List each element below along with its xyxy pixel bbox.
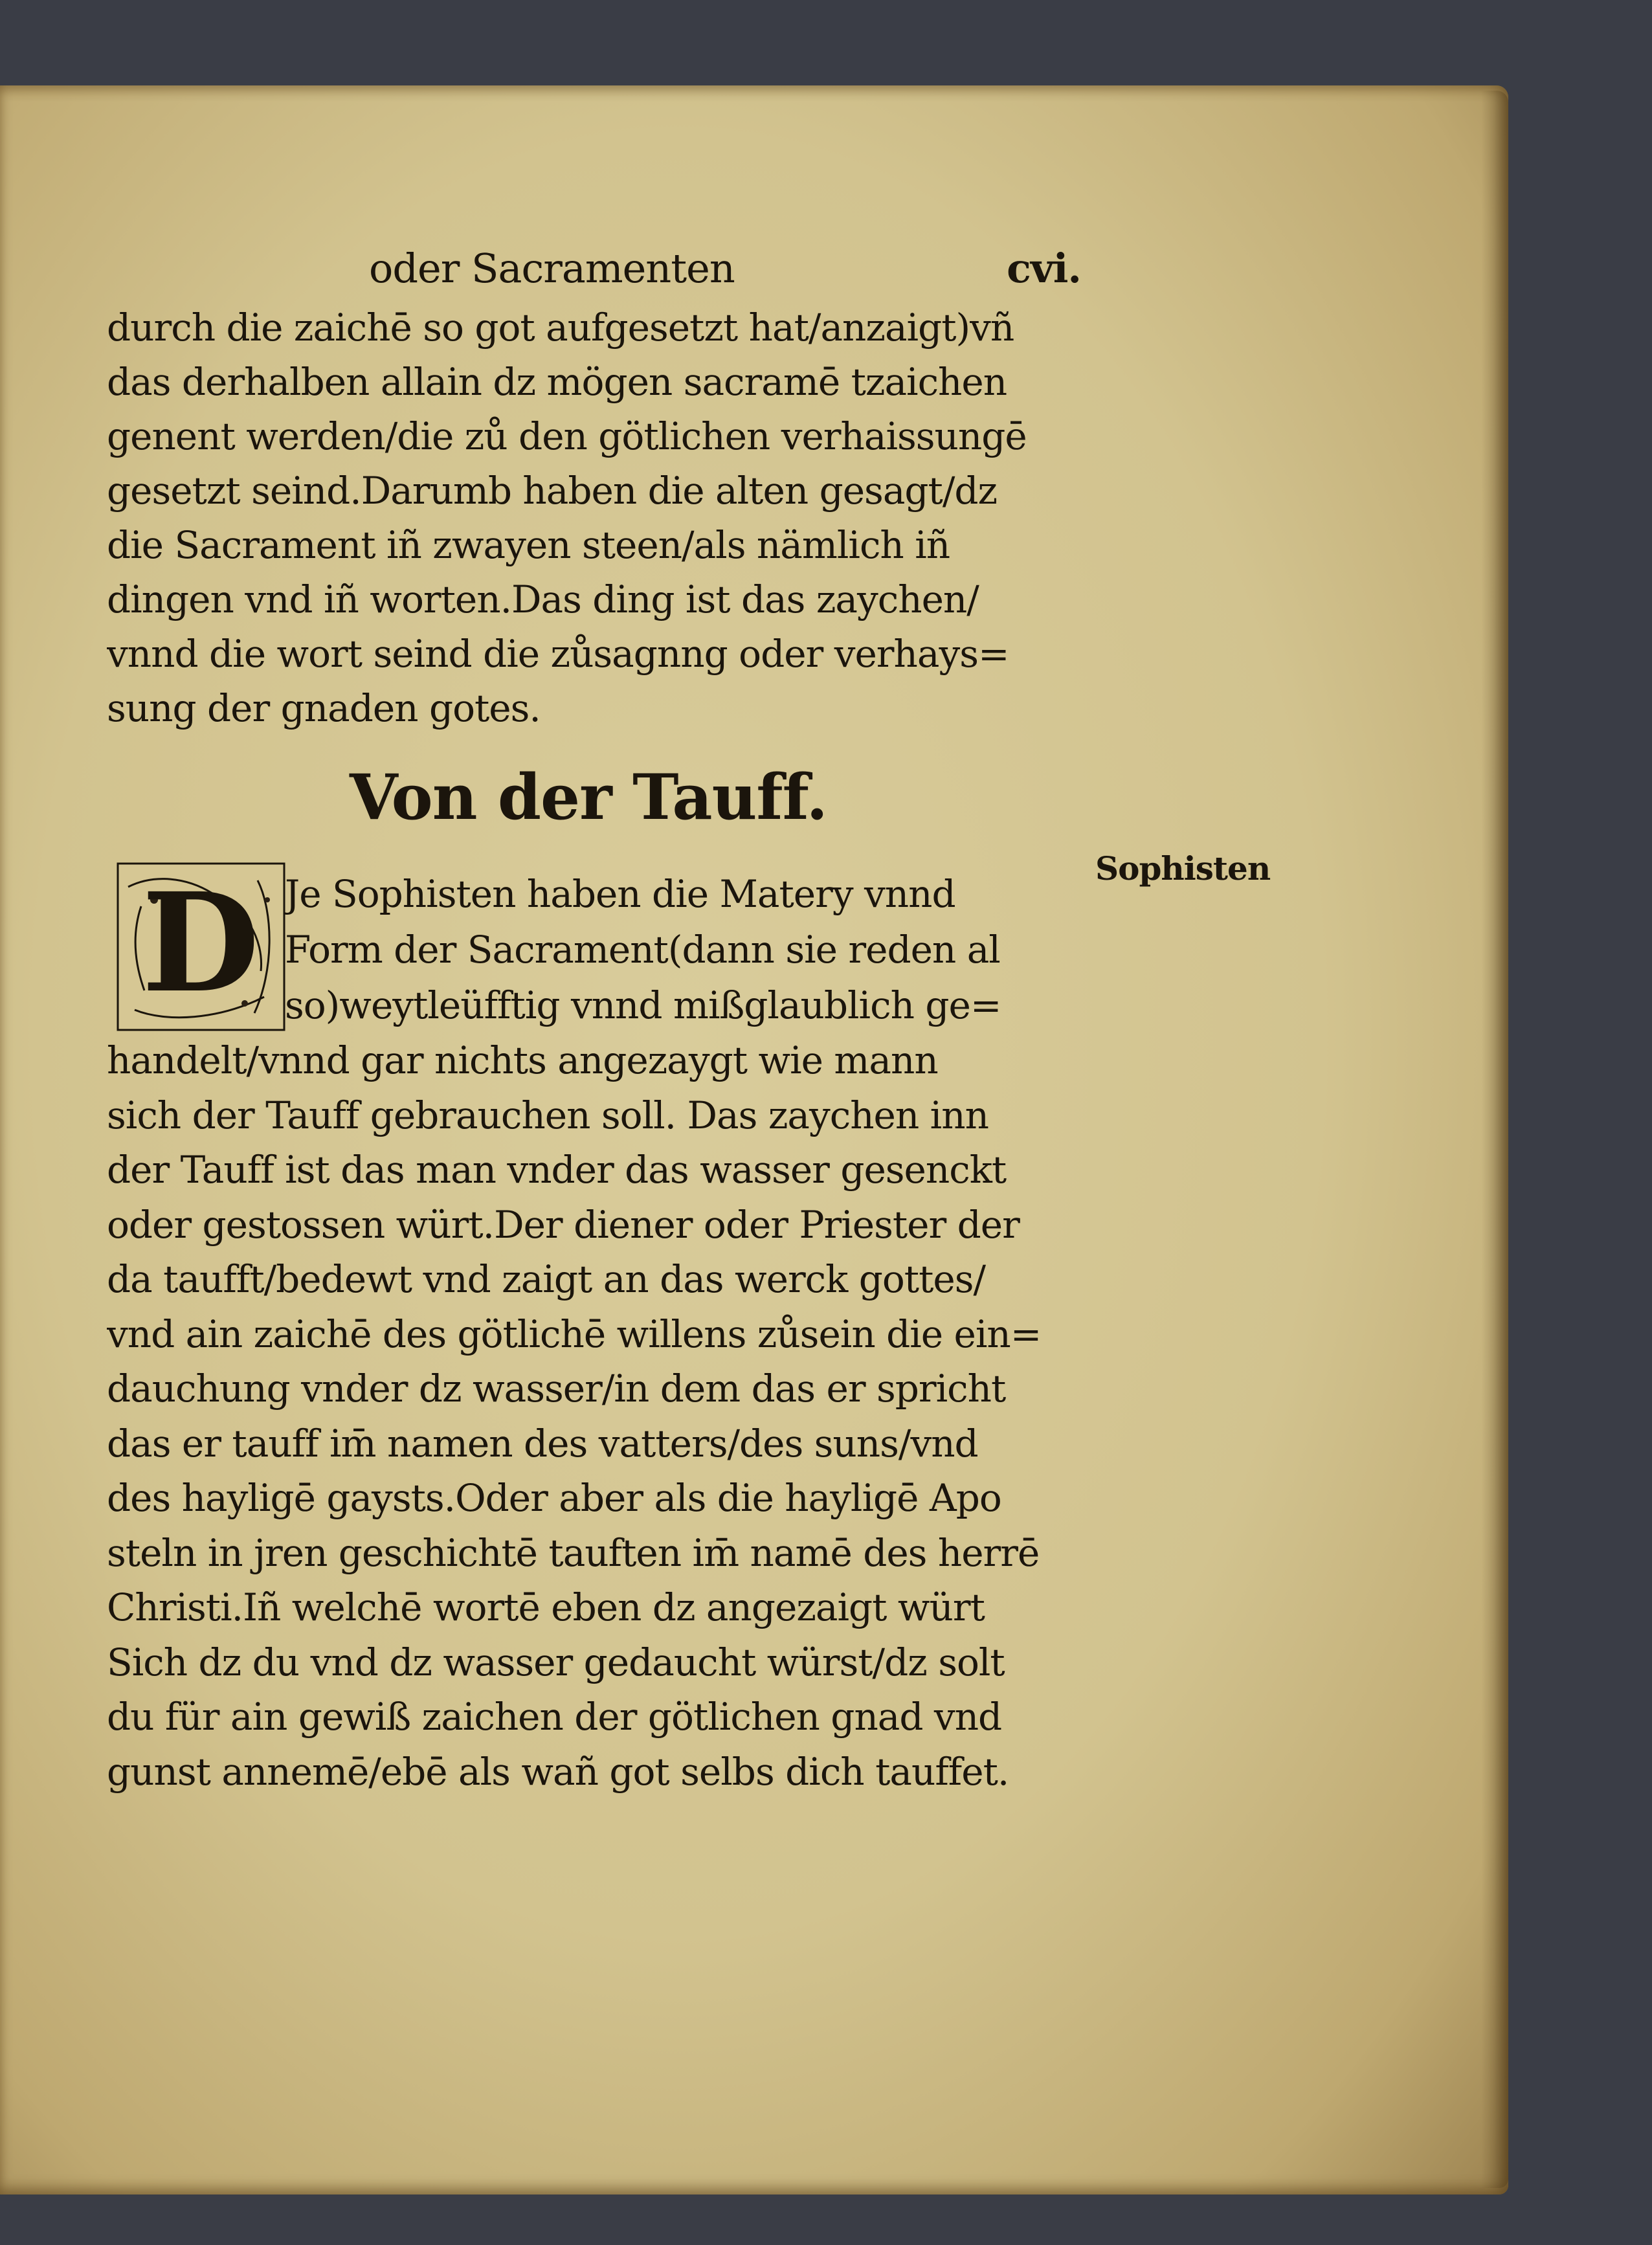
running-title: oder Sacramenten (369, 245, 735, 292)
text-block-top (107, 300, 1084, 735)
text-line: gunst annemē/ebē als wañ got selbs dich tauffet. (107, 1749, 1009, 1794)
text-line: vnd ain zaichē des götlichē willens zůsein die ein= (107, 1312, 1042, 1356)
text-block-body (107, 1033, 1084, 1799)
text-line: dingen vnd iñ worten.Das ding ist das zaychen/ (107, 577, 979, 621)
decorated-initial (115, 861, 287, 1033)
text-line: vnnd die wort seind die zůsagnng oder verhays= (107, 632, 1009, 676)
text-line: genent werden/die zů den götlichen verhaissungē (107, 414, 1027, 458)
text-line: sung der gnaden gotes. (107, 686, 541, 730)
text-line: oder gestossen würt.Der diener oder Priester der (107, 1202, 1020, 1247)
text-line: Je Sophisten haben die Matery vnnd (285, 872, 955, 916)
section-heading: Von der Tauff. (350, 761, 827, 834)
text-line: dauchung vnder dz wasser/in dem das er spricht (107, 1367, 1006, 1411)
text-line: Christi.Iñ welchē wortē eben dz angezaigt würt (107, 1585, 985, 1629)
text-line: handelt/vnnd gar nichts angezaygt wie mann (107, 1038, 938, 1082)
folio-number: cvi. (1007, 245, 1081, 292)
text-line: durch die zaichē so got aufgesetzt hat/anzaigt)vñ (107, 306, 1014, 350)
marginal-note: Sophisten (1095, 849, 1271, 888)
text-line: das er tauff im̄ namen des vatters/des suns/vnd (107, 1421, 978, 1466)
text-block-drop (285, 866, 1088, 1033)
text-line: des hayligē gaysts.Oder aber als die hayligē Apo (107, 1476, 1001, 1520)
text-line: die Sacrament iñ zwayen steen/als nämlich iñ (107, 523, 950, 567)
text-line: so)weytleüfftig vnnd mißglaublich ge= (285, 983, 1001, 1027)
running-header (369, 233, 1081, 304)
text-line: gesetzt seind.Darumb haben die alten gesagt/dz (107, 469, 998, 513)
text-line: der Tauff ist das man vnder das wasser gesenckt (107, 1148, 1007, 1192)
drop-initial-letter: D (141, 863, 260, 1023)
text-line: da taufft/bedewt vnd zaigt an das werck gottes/ (107, 1257, 986, 1301)
text-line: du für ain gewiß zaichen der götlichen gnad vnd (107, 1695, 1002, 1739)
page-edge-shadow (1481, 91, 1508, 2188)
text-line: Sich dz du vnd dz wasser gedaucht würst/dz solt (107, 1640, 1005, 1684)
text-line: das derhalben allain dz mögen sacramē tzaichen (107, 360, 1007, 404)
text-line: sich der Tauff gebrauchen soll. Das zaychen inn (107, 1093, 988, 1137)
text-line: steln in jren geschichtē tauften im̄ namē des herrē (107, 1530, 1040, 1575)
text-line: Form der Sacrament(dann sie reden al (285, 928, 1000, 972)
